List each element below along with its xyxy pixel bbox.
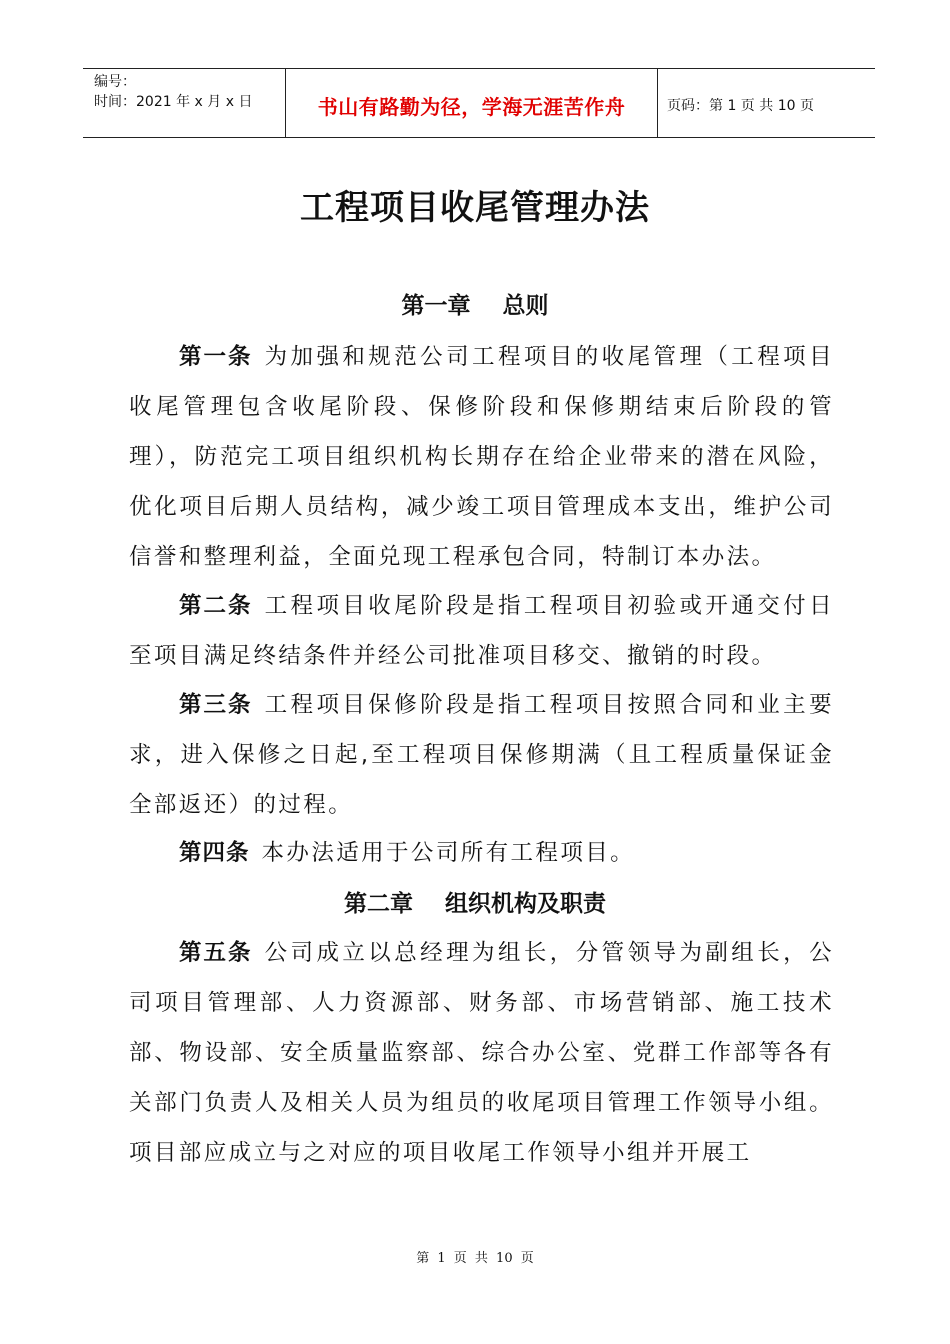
- page-code-label: 页码：第 1 页 共 10 页: [667, 98, 814, 114]
- article-label: 第二条: [179, 593, 253, 619]
- article-5: [129, 928, 834, 1178]
- article-label: 第一条: [179, 344, 253, 370]
- header-meta-cell: [83, 69, 286, 137]
- serial-number-label: 编号：: [94, 74, 136, 90]
- chapter-heading-2: 第二章 组织机构及职责: [343, 891, 607, 917]
- header-motto-cell: [286, 69, 658, 137]
- header-page-cell: [658, 69, 875, 137]
- article-text: 为加强和规范公司工程项目的收尾管理（工程项目收尾管理包含收尾阶段、保修阶段和保修期结束后阶段的管理），防范完工项目组织机构长期存在给企业带来的潜在风险，优化项目后期人员结构，减少竣工项目管理成本支出，维护公司信誉和整理利益，全面兑现工程承包合同，特制订本办法。: [129, 344, 834, 570]
- article-text: 本办法适用于公司所有工程项目。: [261, 840, 636, 866]
- article-label: 第三条: [179, 692, 253, 718]
- header-table: [83, 68, 875, 138]
- document-title: 工程项目收尾管理办法: [300, 188, 650, 228]
- article-4: [129, 828, 834, 878]
- chapter-heading-1: 第一章 总则: [401, 293, 549, 319]
- page-footer: 第 1 页 共 10 页: [416, 1251, 534, 1266]
- date-label: 时间：2021 年 x 月 x 日: [94, 94, 253, 110]
- motto-text: 书山有路勤为径，学海无涯苦作舟: [317, 94, 626, 119]
- article-label: 第四条: [179, 840, 250, 866]
- article-label: 第五条: [179, 940, 253, 966]
- article-text: 公司成立以总经理为组长，分管领导为副组长，公司项目管理部、人力资源部、财务部、市场营销部、施工技术部、物设部、安全质量监察部、综合办公室、党群工作部等各有关部门负责人及相关人员为组员的收尾项目管理工作领导小组。项目部应成立与之对应的项目收尾工作领导小组并开展工: [129, 940, 834, 1166]
- article-text: 工程项目收尾阶段是指工程项目初验或开通交付日至项目满足终结条件并经公司批准项目移交、撤销的时段。: [129, 593, 834, 669]
- article-text: 工程项目保修阶段是指工程项目按照合同和业主要求，进入保修之日起,至工程项目保修期满（且工程质量保证金全部返还）的过程。: [129, 692, 834, 818]
- article-3: [129, 680, 834, 830]
- article-1: [129, 332, 834, 582]
- article-2: [129, 581, 834, 681]
